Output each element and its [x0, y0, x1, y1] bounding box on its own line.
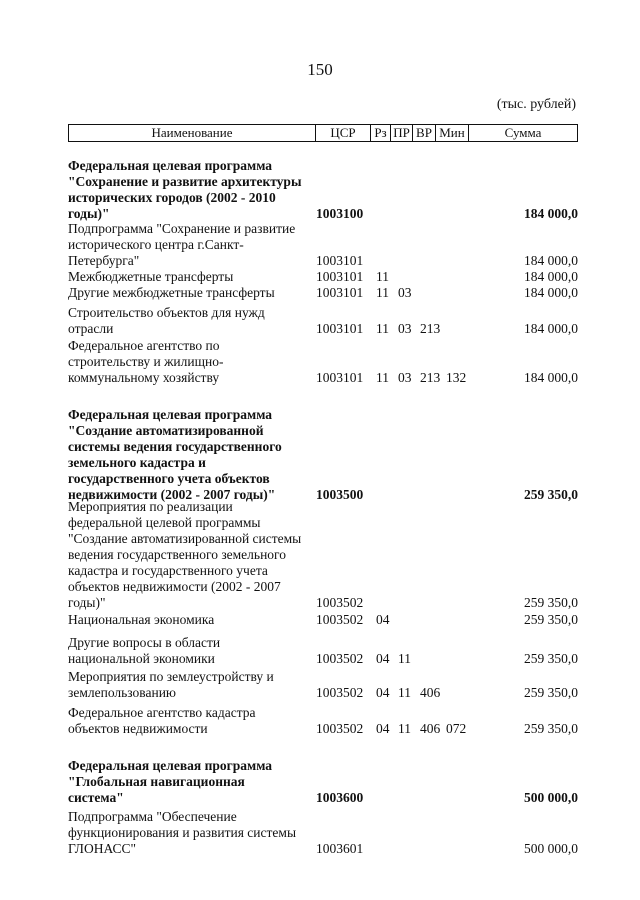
- table-row: [68, 669, 578, 701]
- row-sum: 259 350,0: [524, 685, 578, 700]
- row-csr: 1003101: [316, 370, 364, 385]
- row-csr: 1003502: [316, 651, 364, 666]
- row-sum: 500 000,0: [524, 790, 578, 805]
- row-sum: 500 000,0: [524, 841, 578, 856]
- row-csr: 1003502: [316, 721, 364, 736]
- row-rz: 04: [376, 721, 390, 736]
- row-pr: 03: [398, 370, 412, 385]
- header-name: Наименование: [151, 125, 233, 140]
- row-vr: 213: [420, 370, 441, 385]
- row-pr: 03: [398, 285, 412, 300]
- row-rz: 11: [376, 285, 389, 300]
- row-name: Подпрограмма "Сохранение и развитие исторического центра г.Санкт- Петербурга": [68, 221, 296, 268]
- row-csr: 1003500: [316, 487, 364, 502]
- row-pr: 11: [398, 685, 411, 700]
- units-label: (тыс. рублей): [496, 97, 576, 112]
- row-name: Федеральное агентство кадастра объектов недвижимости: [68, 705, 256, 736]
- row-name: Национальная экономика: [68, 612, 215, 627]
- row-sum: 184 000,0: [524, 285, 578, 300]
- row-csr: 1003502: [316, 595, 364, 610]
- row-sum: 259 350,0: [524, 721, 578, 736]
- row-sum: 259 350,0: [524, 612, 578, 627]
- table-row: [68, 612, 578, 628]
- row-sum: 184 000,0: [524, 253, 578, 268]
- row-rz: 04: [376, 651, 390, 666]
- row-sum: 184 000,0: [524, 269, 578, 284]
- table-row: [68, 269, 578, 285]
- row-name: Федеральная целевая программа "Глобальная навигационная система": [68, 758, 273, 805]
- header-min: Мин: [435, 125, 468, 141]
- row-sum: 184 000,0: [524, 321, 578, 336]
- row-sum: 259 350,0: [524, 595, 578, 610]
- row-name: Федеральное агентство по строительству и жилищно- коммунальному хозяйству: [68, 338, 224, 385]
- row-csr: 1003502: [316, 685, 364, 700]
- row-csr: 1003101: [316, 285, 364, 300]
- table-row: [68, 499, 578, 611]
- row-name: Федеральная целевая программа "Создание автоматизированной системы ведения государственного земельного кадастра и государственного учета объектов недвижимости (2002 - 2007 годы)": [68, 407, 282, 502]
- row-csr: 1003601: [316, 841, 364, 856]
- table-row: [68, 758, 578, 806]
- table-row: [68, 285, 578, 301]
- table-row: [68, 158, 578, 222]
- row-vr: 406: [420, 721, 441, 736]
- table-row: [68, 809, 578, 857]
- row-sum: 184 000,0: [524, 206, 578, 221]
- row-min: 072: [446, 721, 467, 736]
- table-header: [68, 124, 578, 142]
- row-csr: 1003600: [316, 790, 364, 805]
- row-csr: 1003100: [316, 206, 364, 221]
- row-pr: 11: [398, 651, 411, 666]
- row-csr: 1003502: [316, 612, 364, 627]
- table-row: [68, 705, 578, 737]
- table-row: [68, 635, 578, 667]
- row-vr: 213: [420, 321, 441, 336]
- row-sum: 259 350,0: [524, 487, 578, 502]
- row-name: Мероприятия по реализации федеральной целевой программы "Создание автоматизированной системы ведения государственного земельного кадастра и государственного учета объектов недвижимости (2002 - 2007 годы)": [68, 499, 302, 610]
- row-name: Другие вопросы в области национальной экономики: [68, 635, 221, 666]
- row-rz: 11: [376, 321, 389, 336]
- header-rz: Рз: [370, 125, 390, 141]
- row-name: Межбюджетные трансферты: [68, 269, 234, 284]
- header-pr: ПР: [390, 125, 412, 141]
- row-vr: 406: [420, 685, 441, 700]
- row-rz: 11: [376, 370, 389, 385]
- header-vr: ВР: [412, 125, 435, 141]
- row-csr: 1003101: [316, 253, 364, 268]
- row-name: Строительство объектов для нужд отрасли: [68, 305, 265, 336]
- table-row: [68, 338, 578, 386]
- header-csr: ЦСР: [315, 125, 370, 141]
- row-min: 132: [446, 370, 467, 385]
- row-sum: 259 350,0: [524, 651, 578, 666]
- row-name: Федеральная целевая программа "Сохранение и развитие архитектуры исторических городов (2002 - 2010 годы)": [68, 158, 302, 221]
- row-rz: 04: [376, 612, 390, 627]
- row-rz: 11: [376, 269, 389, 284]
- row-name: Подпрограмма "Обеспечение функционирования и развития системы ГЛОНАСС": [68, 809, 297, 856]
- row-rz: 04: [376, 685, 390, 700]
- row-csr: 1003101: [316, 269, 364, 284]
- table-row: [68, 221, 578, 269]
- row-sum: 184 000,0: [524, 370, 578, 385]
- table-row: [68, 305, 578, 337]
- row-pr: 11: [398, 721, 411, 736]
- row-pr: 03: [398, 321, 412, 336]
- header-sum: Сумма: [468, 125, 577, 141]
- row-csr: 1003101: [316, 321, 364, 336]
- row-name: Другие межбюджетные трансферты: [68, 285, 275, 300]
- page-number: 150: [307, 60, 333, 79]
- row-name: Мероприятия по землеустройству и землепользованию: [68, 669, 274, 700]
